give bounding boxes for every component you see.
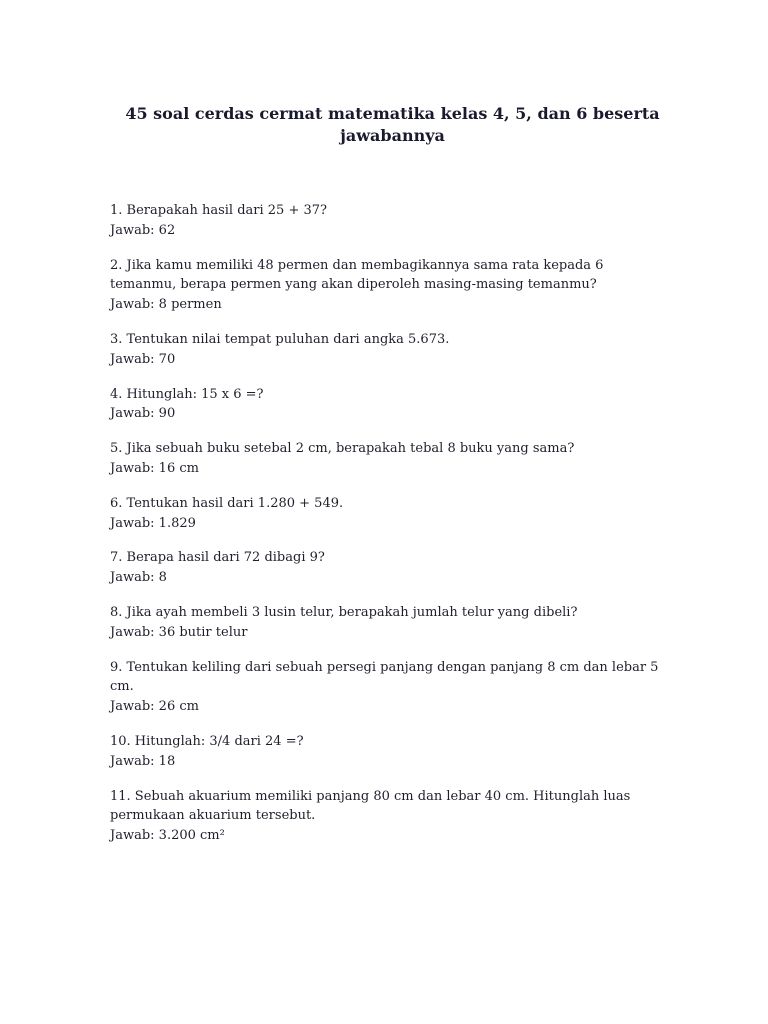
question-item <box>110 732 670 772</box>
question-item <box>110 787 670 846</box>
question-text: 8. Jika ayah membeli 3 lusin telur, berapakah jumlah telur yang dibeli? <box>110 604 578 620</box>
question-text: 10. Hitunglah: 3/4 dari 24 =? <box>110 733 304 749</box>
answer-text: Jawab: 8 permen <box>110 297 222 313</box>
question-item <box>110 256 670 315</box>
question-text: 11. Sebuah akuarium memiliki panjang 80 cm dan lebar 40 cm. Hitunglah luas permukaan akuarium tersebut. <box>110 788 631 824</box>
question-item <box>110 494 670 534</box>
question-item <box>110 603 670 643</box>
question-text: 1. Berapakah hasil dari 25 + 37? <box>110 203 327 218</box>
answer-text: Jawab: 62 <box>110 222 176 238</box>
answer-text: Jawab: 3.200 cm² <box>110 828 225 844</box>
question-text: 5. Jika sebuah buku setebal 2 cm, berapakah tebal 8 buku yang sama? <box>110 441 575 457</box>
question-text: 4. Hitunglah: 15 x 6 =? <box>110 386 264 402</box>
answer-text: Jawab: 36 butir telur <box>110 624 248 640</box>
question-item <box>110 330 670 370</box>
answer-text: Jawab: 90 <box>110 406 176 422</box>
question-item <box>110 548 670 588</box>
question-text: 3. Tentukan nilai tempat puluhan dari angka 5.673. <box>110 331 450 347</box>
answer-text: Jawab: 8 <box>110 570 167 586</box>
question-item <box>110 658 670 717</box>
document-title: 45 soal cerdas cermat matematika kelas 4, 5, dan 6 beserta jawabannya <box>125 104 660 145</box>
question-list <box>110 201 670 861</box>
question-item <box>110 201 670 241</box>
question-item <box>110 385 670 425</box>
answer-text: Jawab: 70 <box>110 351 176 367</box>
answer-text: Jawab: 16 cm <box>110 460 199 476</box>
question-text: 9. Tentukan keliling dari sebuah persegi panjang dengan panjang 8 cm dan lebar 5 cm. <box>110 659 659 695</box>
question-item <box>110 439 670 479</box>
question-text: 2. Jika kamu memiliki 48 permen dan membagikannya sama rata kepada 6 temanmu, berapa permen yang akan diperoleh masing-masing temanmu? <box>110 257 604 293</box>
answer-text: Jawab: 26 cm <box>110 699 199 715</box>
answer-text: Jawab: 1.829 <box>110 515 196 531</box>
answer-text: Jawab: 18 <box>110 753 176 769</box>
question-text: 6. Tentukan hasil dari 1.280 + 549. <box>110 495 344 511</box>
question-text: 7. Berapa hasil dari 72 dibagi 9? <box>110 550 325 566</box>
